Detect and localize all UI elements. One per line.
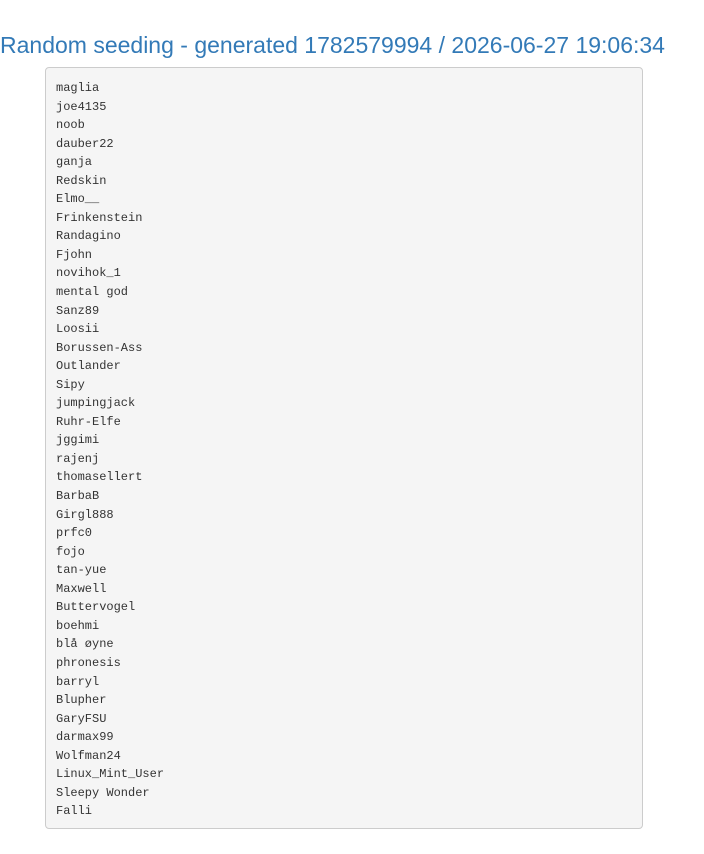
list-item: tan-yue [56,563,107,578]
list-item: Frinkenstein [56,210,143,225]
list-item: Falli [56,804,93,819]
list-item: Maxwell [56,581,107,596]
list-item: Sipy [56,377,85,392]
seeding-list [56,79,632,821]
list-item: blå øyne [56,637,114,652]
list-item: Elmo__ [56,192,100,207]
list-item: Borussen-Ass [56,340,143,355]
list-item: Randagino [56,229,121,244]
list-item: maglia [56,81,100,95]
list-item: BarbaB [56,489,100,504]
list-item: rajenj [56,451,100,466]
list-item: darmax99 [56,730,114,745]
list-item: mental god [56,285,129,300]
list-item: Sleepy Wonder [56,785,150,800]
list-item: ganja [56,155,93,170]
list-item: Redskin [56,173,107,188]
list-item: prfc0 [56,526,93,541]
list-item: Buttervogel [56,600,136,615]
list-item: Ruhr-Elfe [56,414,121,429]
list-item: novihok_1 [56,266,121,281]
list-item: Loosii [56,322,100,337]
list-item: Outlander [56,359,121,374]
list-item: Sanz89 [56,303,100,318]
list-item: jggimi [56,433,100,448]
seeding-list-box [45,67,643,829]
list-item: fojo [56,544,85,559]
list-item: barryl [56,674,100,689]
list-item: noob [56,118,85,133]
list-item: thomasellert [56,470,143,485]
list-item: Wolfman24 [56,748,121,763]
list-item: dauber22 [56,136,114,151]
list-item: boehmi [56,618,100,633]
list-item: Fjohn [56,247,93,262]
list-item: phronesis [56,655,121,670]
list-item: jumpingjack [56,396,136,411]
list-item: GaryFSU [56,711,107,726]
list-item: Blupher [56,693,107,708]
list-item: Linux_Mint_User [56,767,165,782]
list-item: joe4135 [56,99,107,114]
page-title[interactable]: Random seeding - generated 1782579994 / 2026-06-27 19:06:34 [0,32,665,58]
list-item: Girgl888 [56,507,114,522]
